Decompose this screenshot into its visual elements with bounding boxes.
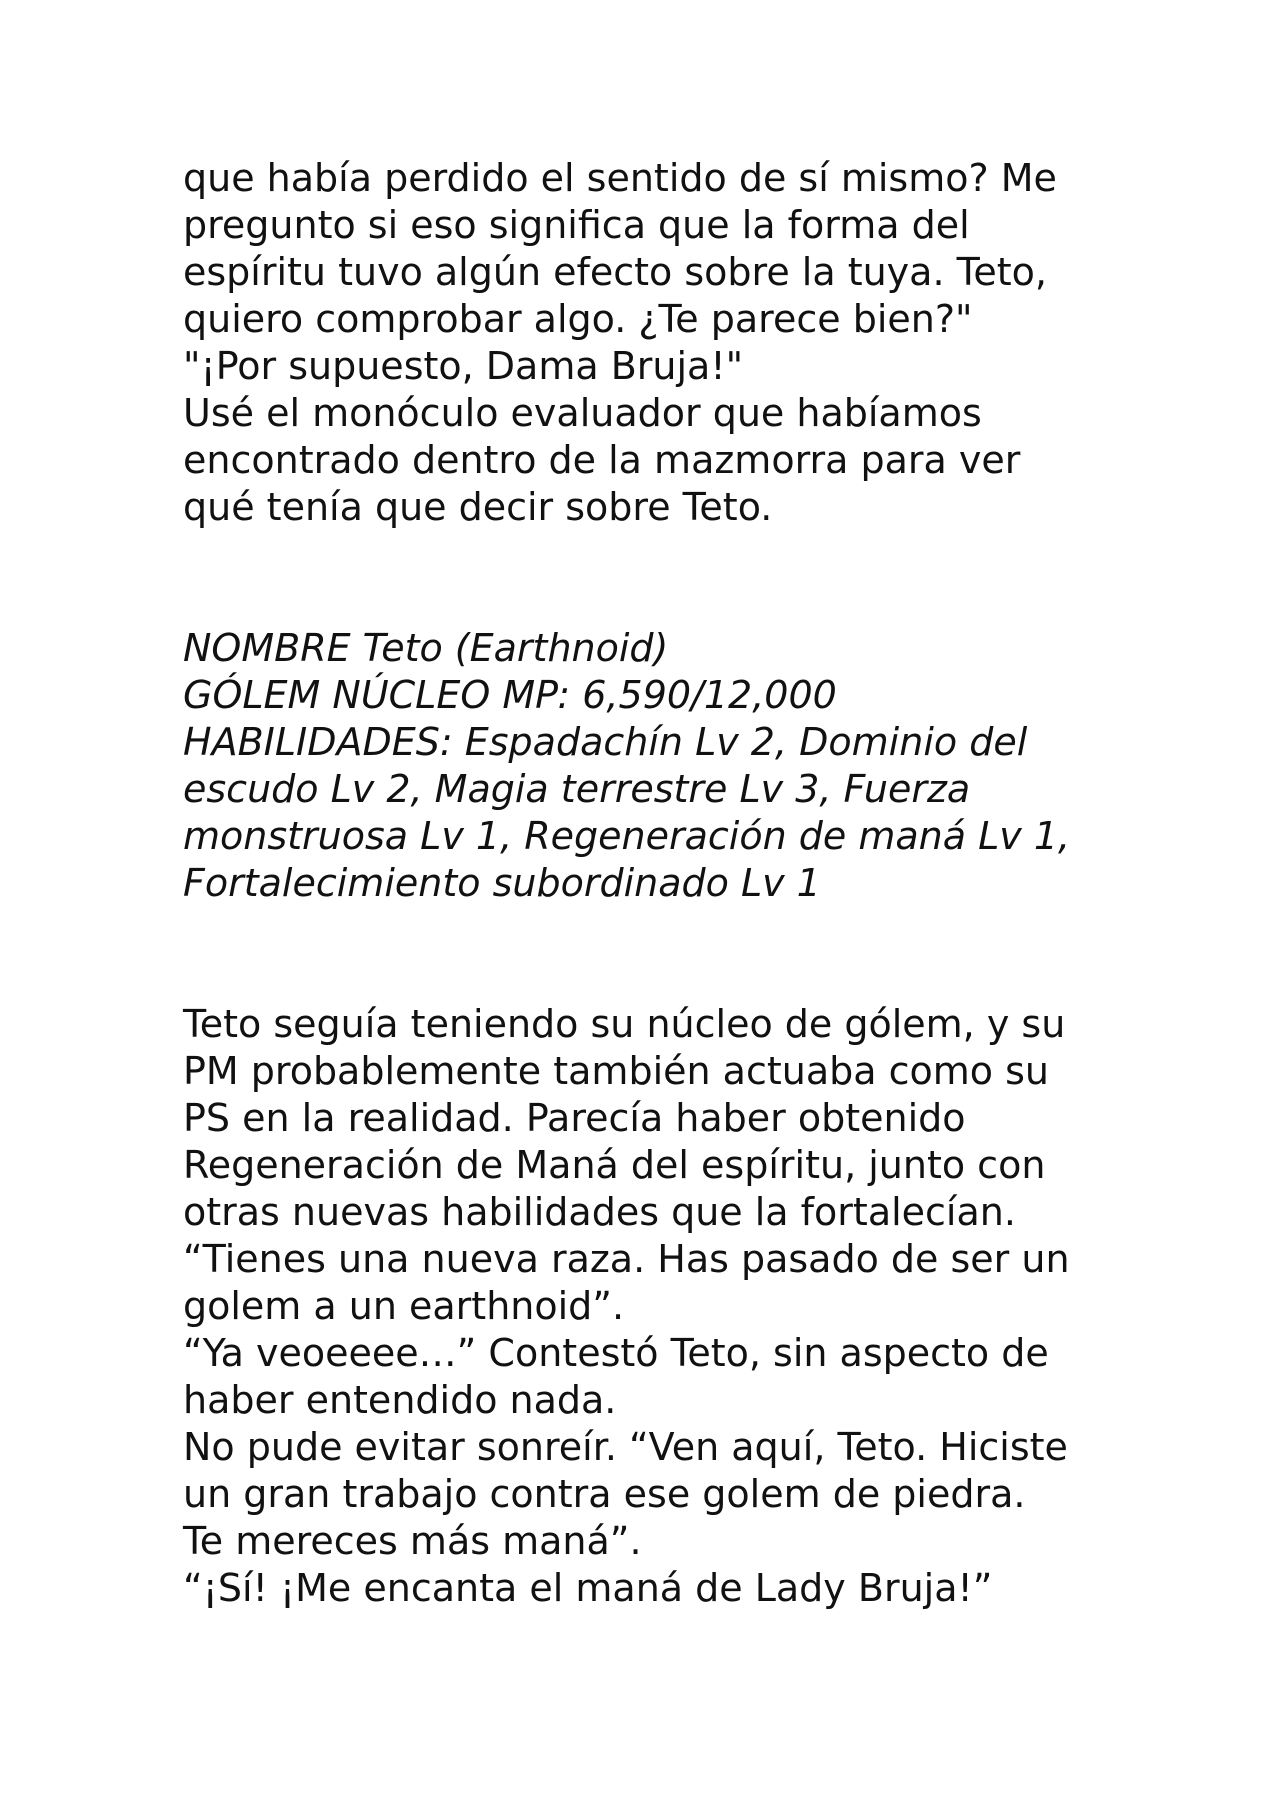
status-skills-line: monstruosa Lv 1, Regeneración de maná Lv 1,: [183, 814, 1071, 858]
text-line: qué tenía que decir sobre Teto.: [183, 485, 773, 529]
status-skills-line: Fortalecimiento subordinado Lv 1: [183, 861, 821, 905]
narrative-paragraph: [183, 1001, 1123, 1612]
status-name-line: NOMBRE Teto (Earthnoid): [183, 626, 669, 670]
text-line: encontrado dentro de la mazmorra para ver: [183, 438, 1021, 482]
status-skills-line: escudo Lv 2, Magia terrestre Lv 3, Fuerza: [183, 767, 971, 811]
status-mp-line: GÓLEM NÚCLEO MP: 6,590/12,000: [183, 673, 837, 717]
text-line: Te mereces más maná”.: [183, 1519, 642, 1563]
text-line: espíritu tuvo algún efecto sobre la tuya. Teto,: [183, 250, 1047, 294]
text-line: “Ya veoeeee…” Contestó Teto, sin aspecto de: [183, 1331, 1049, 1375]
text-line: pregunto si eso significa que la forma del: [183, 203, 970, 247]
text-line: que había perdido el sentido de sí mismo? Me: [183, 156, 1057, 200]
text-line: haber entendido nada.: [183, 1378, 617, 1422]
text-line: Regeneración de Maná del espíritu, junto con: [183, 1143, 1046, 1187]
text-line: golem a un earthnoid”.: [183, 1284, 625, 1328]
text-line: No pude evitar sonreír. “Ven aquí, Teto. Hiciste: [183, 1425, 1068, 1469]
status-skills-line: HABILIDADES: Espadachín Lv 2, Dominio del: [183, 720, 1028, 764]
text-line: Teto seguía teniendo su núcleo de gólem, y su: [183, 1002, 1066, 1046]
status-block: [183, 625, 1123, 907]
text-line: otras nuevas habilidades que la fortalecían.: [183, 1190, 1016, 1234]
text-line: “Tienes una nueva raza. Has pasado de ser un: [183, 1237, 1070, 1281]
text-line: “¡Sí! ¡Me encanta el maná de Lady Bruja!”: [183, 1566, 993, 1610]
text-line: "¡Por supuesto, Dama Bruja!": [183, 344, 744, 388]
text-line: Usé el monóculo evaluador que habíamos: [183, 391, 982, 435]
text-line: un gran trabajo contra ese golem de piedra.: [183, 1472, 1026, 1516]
document-page: [183, 155, 1123, 1612]
text-line: PM probablemente también actuaba como su: [183, 1049, 1049, 1093]
intro-paragraph: [183, 155, 1123, 531]
text-line: quiero comprobar algo. ¿Te parece bien?": [183, 297, 973, 341]
text-line: PS en la realidad. Parecía haber obtenido: [183, 1096, 966, 1140]
